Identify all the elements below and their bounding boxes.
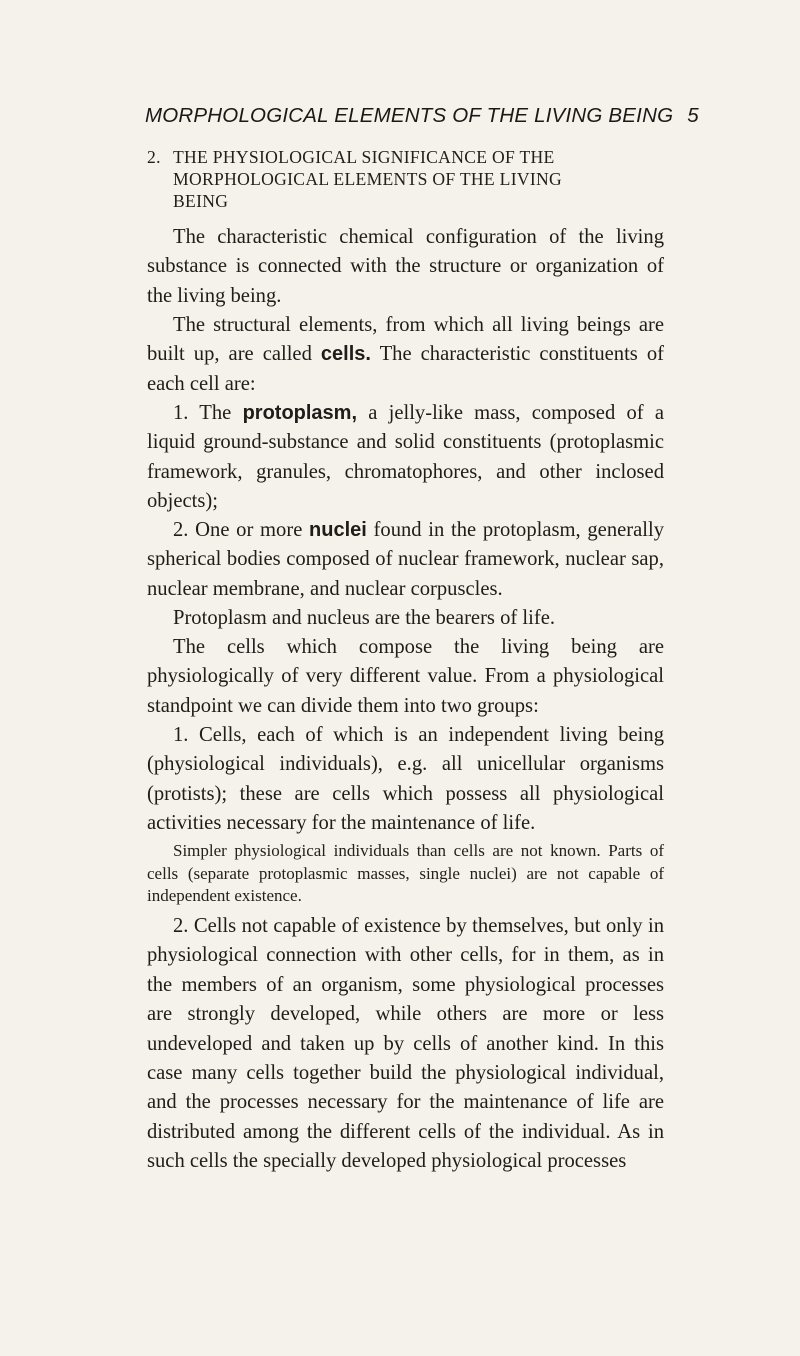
paragraph-protoplasm	[147, 399, 664, 517]
paragraph-two-groups: The cells which compose the living being are physiologically of very different value. From a physiological standpoint we can divide them into two groups:	[147, 636, 664, 717]
section-heading-line-2: MORPHOLOGICAL ELEMENTS OF THE LIVING	[173, 169, 563, 189]
running-head	[145, 104, 699, 128]
section-heading	[147, 146, 664, 212]
term-nuclei: nuclei	[309, 519, 367, 541]
paragraph-cells	[147, 311, 664, 399]
running-head-title: MORPHOLOGICAL ELEMENTS OF THE LIVING BEING	[145, 104, 674, 127]
term-protoplasm: protoplasm,	[242, 402, 358, 424]
paragraph-nuclei-text-b: found in the protoplasm, generally spherical bodies composed of nuclear framework, nuclear sap, nuclear membrane, and nuclear corpuscles.	[147, 519, 665, 600]
paragraph-nuclei-text-a: 2. One or more	[173, 519, 310, 541]
paragraph-cells-text-a: The structural elements, from which all living beings are built up, are called	[147, 314, 664, 366]
note-simpler-individuals: Simpler physiological individuals than cells are not known. Parts of cells (separate protoplasmic masses, single nuclei) are not capable of independent existence.	[147, 841, 664, 905]
term-cells: cells.	[320, 343, 371, 366]
page-number: 5	[687, 104, 699, 127]
section-heading-line-3: BEING	[173, 191, 229, 211]
paragraph-dependent-cells: 2. Cells not capable of existence by themselves, but only in physiological connection with other cells, for in them, as in the members of an organism, some physiological processes are strongly developed, while others are more or less undeveloped and taken up by cells of another kind. In this case many cells together build the physiological individual, and the processes necessary for the maintenance of life are distributed among the different cells of the individual. As in such cells the specially developed physiological processes	[147, 915, 664, 1173]
paragraph-living-substance: The characteristic chemical configuration of the living substance is connected with the structure or organization of the living being.	[147, 226, 664, 307]
paragraph-protoplasm-text-a: 1. The	[173, 402, 243, 424]
section-heading-line-1: THE PHYSIOLOGICAL SIGNIFICANCE OF THE	[173, 147, 555, 167]
paragraph-protoplasm-text-b: a jelly-like mass, composed of a liquid ground-substance and solid constituents (protoplasmic framework, granules, chromatophores, and other inclosed objects);	[147, 402, 665, 513]
section-number: 2.	[147, 147, 161, 167]
paragraph-independent-cells: 1. Cells, each of which is an independent living being (physiological individuals), e.g. all unicellular organisms (protists); these are cells which possess all physiological activities necessary for the maintenance of life.	[147, 724, 664, 835]
paragraph-bearers-of-life: Protoplasm and nucleus are the bearers of life.	[173, 607, 555, 629]
paragraph-cells-text-b: The characteristic constituents of each cell are:	[147, 343, 664, 395]
paragraph-nuclei	[147, 516, 664, 604]
